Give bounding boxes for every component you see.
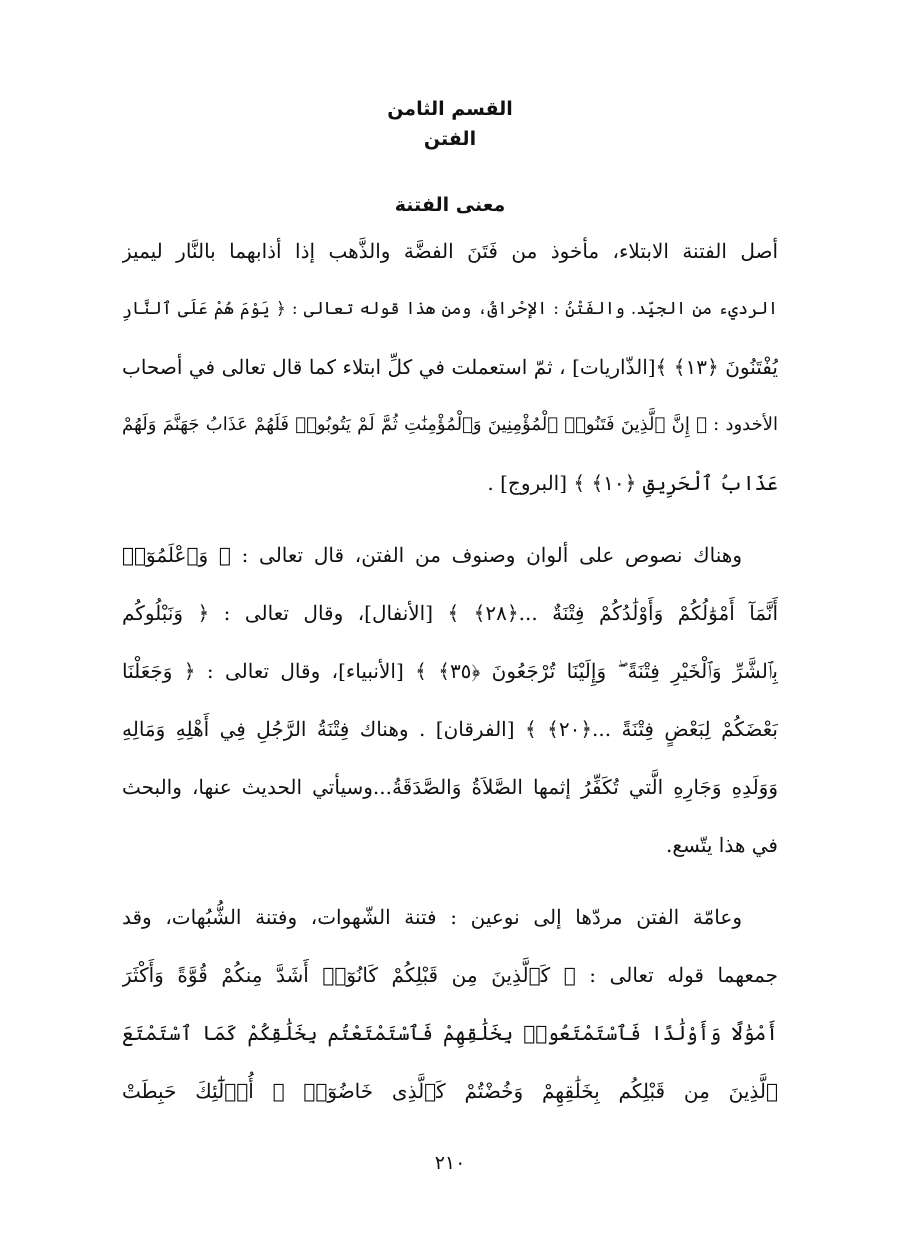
part-subtitle: الفتن xyxy=(423,128,477,150)
text-line: بِٱلشَّرِّ وَٱلْخَيْرِ فِتْنَةً ۖ وَإِلَيْنَا تُرْجَعُونَ ﴿٣٥﴾ ﴾ [الأنبياء]، وقال تعالى : ﴿ وَجَعَلْنَا xyxy=(122,659,778,683)
text-line: عَذَابُ ٱلْحَرِيقِ ﴿١٠﴾ ﴾ [البروج] . xyxy=(487,471,778,495)
text-line: في هذا يتّسع. xyxy=(666,833,778,857)
text-line: وهناك نصوص على ألوان وصنوف من الفتن، قال تعالى : ﴿ وَٱعْلَمُوٓا۟ xyxy=(122,543,742,567)
page-number: ٢١٠ xyxy=(434,1152,466,1174)
text-line: جمعهما قوله تعالى : ﴿ كَٱلَّذِينَ مِن قَبْلِكُمْ كَانُوٓا۟ أَشَدَّ مِنكُمْ قُوَّةً وَأَكْثَرَ xyxy=(122,963,778,987)
text-line: يُفْتَنُونَ ﴿١٣﴾ ﴾[الذّاريات] ، ثمّ استعملت في كلِّ ابتلاء كما قال تعالى في أصحاب xyxy=(122,355,778,379)
paragraph xyxy=(122,888,778,1120)
text-line: أَنَّمَآ أَمْوَٰلُكُمْ وَأَوْلَٰدُكُمْ فِتْنَةٌ ...﴿٢٨﴾ ﴾ [الأنفال]، وقال تعالى : ﴿ وَنَبْلُوكُم xyxy=(122,601,778,625)
paragraph xyxy=(122,222,778,512)
part-heading xyxy=(0,94,900,154)
text-line: بَعْضَكُمْ لِبَعْضٍ فِتْنَةً ...﴿٢٠﴾ ﴾ [الفرقان] . وهناك فِتْنَةُ الرَّجُلِ فِي أَهْلِهِ وَمَالِهِ xyxy=(122,717,778,741)
text-line: أَمْوَٰلًا وَأَوْلَٰدًا فَٱسْتَمْتَعُوا۟ بِخَلَٰقِهِمْ فَٱسْتَمْتَعْتُم بِخَلَٰقِكُمْ كَمَا ٱسْتَمْتَعَ xyxy=(122,1021,778,1045)
text-line: وَوَلَدِهِ وَجَارِهِ الَّتي تُكَفِّرُ إثمها الصَّلاَةُ وَالصَّدَقَةُ...وسيأتي الحديث عنها، والبحث xyxy=(122,775,778,799)
text-line: الرديء من الجيِّد. والفَتْنُ : الإحْراقُ، ومن هذا قوله تعالى : ﴿ يَوْمَ هُمْ عَلَى ٱلنَّارِ xyxy=(122,299,778,319)
section-title: معنى الفتنة xyxy=(394,194,506,216)
part-title: القسم الثامن xyxy=(387,98,513,120)
text-line: الأخدود : ﴿ إِنَّ ٱلَّذِينَ فَتَنُوا۟ ٱلْمُؤْمِنِينَ وَٱلْمُؤْمِنَٰتِ ثُمَّ لَمْ يَتُوبُوا۟ فَلَهُمْ عَذَابُ جَهَنَّمَ وَلَهُمْ xyxy=(122,414,778,435)
text-line: ٱلَّذِينَ مِن قَبْلِكُم بِخَلَٰقِهِمْ وَخُضْتُمْ كَٱلَّذِى خَاضُوٓا۟ ۚ أُو۟لَٰٓئِكَ حَبِطَتْ xyxy=(122,1079,778,1103)
paragraph xyxy=(122,526,778,874)
text-line: وعامّة الفتن مردّها إلى نوعين : فتنة الشّهوات، وفتنة الشُّبُهات، وقد xyxy=(122,905,742,929)
text-line: أصل الفتنة الابتلاء، مأخوذ من فَتَنَ الفضَّة والذَّهب إذا أذابهما بالنَّار ليميز xyxy=(122,239,778,263)
body-text xyxy=(122,222,778,1120)
